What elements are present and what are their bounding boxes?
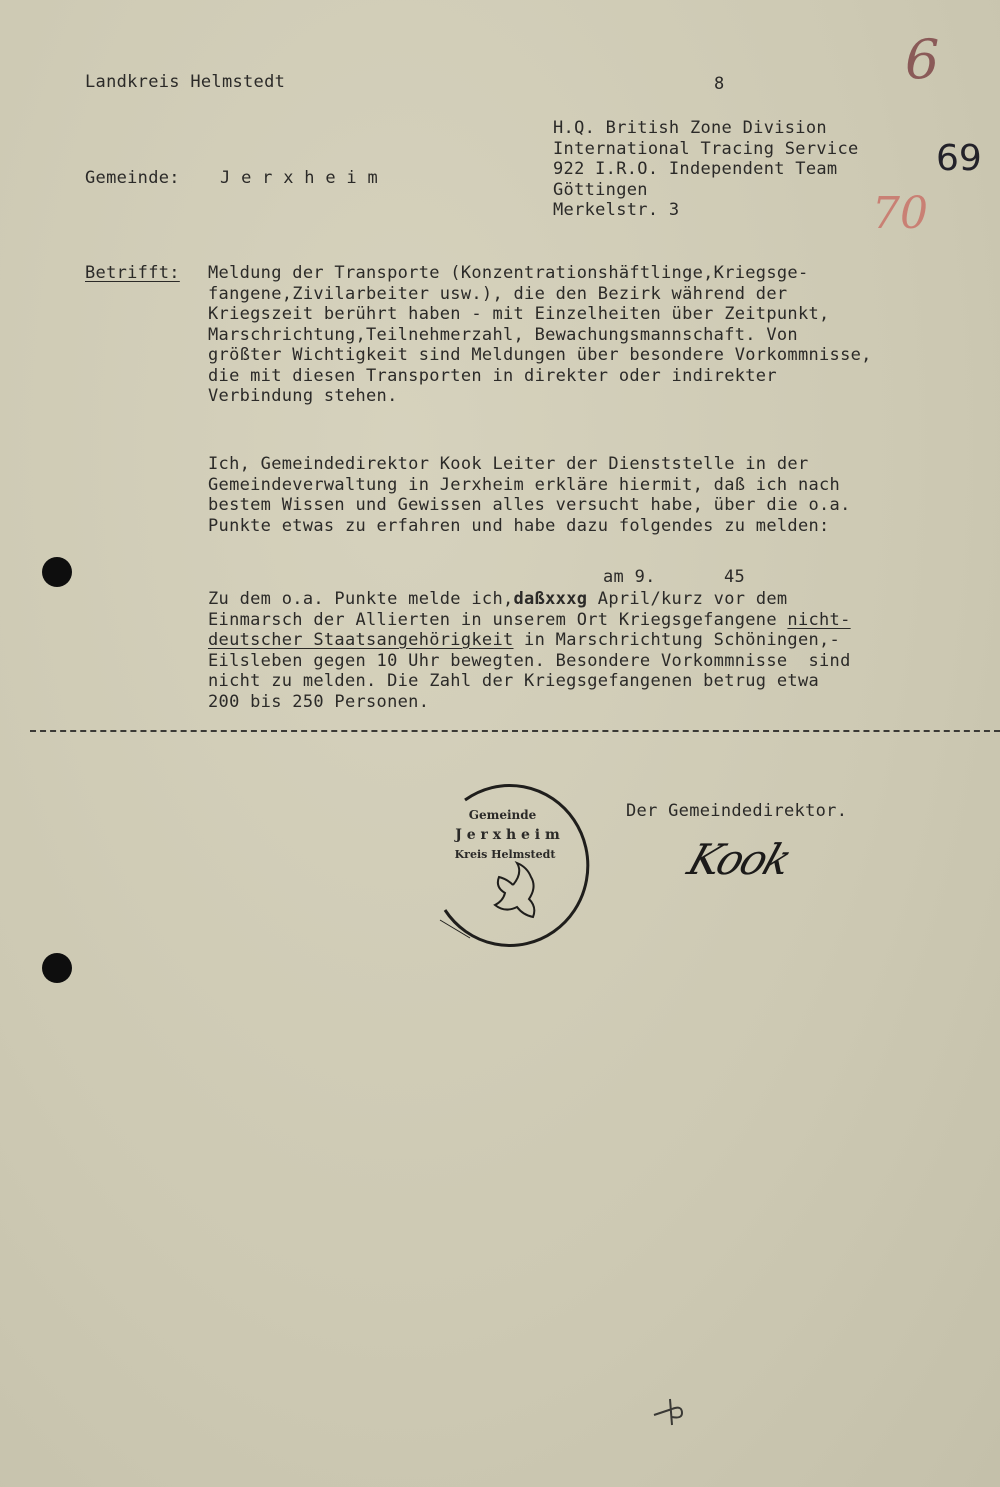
report-line1-end: April/kurz vor dem (587, 589, 788, 609)
subject-line: Verbindung stehen. (208, 386, 398, 406)
report-line (208, 589, 851, 610)
top-right-mark: 6 (905, 28, 940, 91)
district-name: Landkreis Helmstedt (85, 72, 286, 92)
declaration-line: Punkte etwas zu erfahren und habe dazu folgendes zu melden: (208, 515, 830, 536)
report-text (208, 589, 851, 712)
report-line3-underlined: deutscher Staatsangehörigkeit (208, 630, 514, 650)
subject-line: Kriegszeit berührt haben - mit Einzelheiten über Zeitpunkt, (208, 304, 830, 324)
report-line (208, 630, 851, 651)
recipient-line: International Tracing Service (553, 138, 859, 159)
recipient-line: Merkelstr. 3 (553, 200, 680, 220)
municipality-label: Gemeinde: (85, 168, 180, 188)
subject-line: Marschrichtung,Teilnehmerzahl, Bewachungsmannschaft. Von (208, 324, 798, 345)
report-line3-end: in Marschrichtung Schöningen,- (513, 630, 841, 650)
declaration-line: Ich, Gemeindedirektor Kook Leiter der Dienststelle in der (208, 454, 809, 474)
recipient-line: Göttingen (553, 179, 648, 200)
report-line2-underlined: nicht- (787, 609, 851, 630)
report-line: Eilsleben gegen 10 Uhr bewegten. Besondere Vorkommnisse sind (208, 650, 851, 671)
page-number: 8 (714, 74, 725, 94)
report-line2-start: Einmarsch der Allierten in unserem Ort Kriegsgefangene (208, 609, 788, 630)
punch-hole-top (42, 557, 72, 587)
report-line1-start: Zu dem o.a. Punkte melde ich, (208, 589, 514, 609)
report-line: 200 bis 250 Personen. (208, 691, 430, 712)
archive-number-70: 70 (872, 188, 928, 239)
punch-hole-bottom (42, 953, 72, 983)
stamp-line-2: J e r x h e i m (455, 827, 560, 843)
handwritten-signature: Kook (682, 835, 797, 884)
declaration-line: Gemeindeverwaltung in Jerxheim erkläre hiermit, daß ich nach (208, 474, 841, 495)
subject-text (208, 263, 872, 407)
declaration-text (208, 454, 851, 536)
recipient-line: H.Q. British Zone Division (553, 118, 827, 138)
subject-line: größter Wichtigkeit sind Meldungen über besondere Vorkommnisse, (208, 345, 872, 365)
stamp-line-1: Gemeinde (468, 808, 537, 822)
declaration-line: bestem Wissen und Gewissen alles versucht habe, über die o.a. (208, 495, 851, 515)
stamp-line-3: Kreis Helmstedt (454, 848, 556, 861)
subject-line: fangene,Zivilarbeiter usw.), die den Bezirk während der (208, 283, 788, 304)
subject-line: Meldung der Transporte (Konzentrationshäftlinge,Kriegsge- (208, 263, 809, 283)
subject-label: Betrifft: (85, 263, 180, 283)
municipal-stamp (425, 780, 590, 950)
stamp-seal-icon (425, 780, 590, 950)
municipality-name: J e r x h e i m (220, 168, 379, 188)
subject-line: die mit diesen Transporten in direkter oder indirekter (208, 365, 777, 386)
inserted-year: 45 (724, 567, 746, 587)
recipient-address (553, 118, 859, 221)
recipient-line: 922 I.R.O. Independent Team (553, 159, 838, 179)
archive-number-69: 69 (936, 138, 982, 179)
archive-mark-icon (650, 1395, 690, 1431)
struck-text: daßxxxg (513, 589, 588, 609)
signature-title: Der Gemeindedirektor. (626, 801, 848, 821)
report-line (208, 610, 851, 631)
section-divider (30, 730, 1000, 732)
report-line: nicht zu melden. Die Zahl der Kriegsgefangenen betrug etwa (208, 671, 820, 691)
inserted-date: am 9. (603, 567, 656, 587)
